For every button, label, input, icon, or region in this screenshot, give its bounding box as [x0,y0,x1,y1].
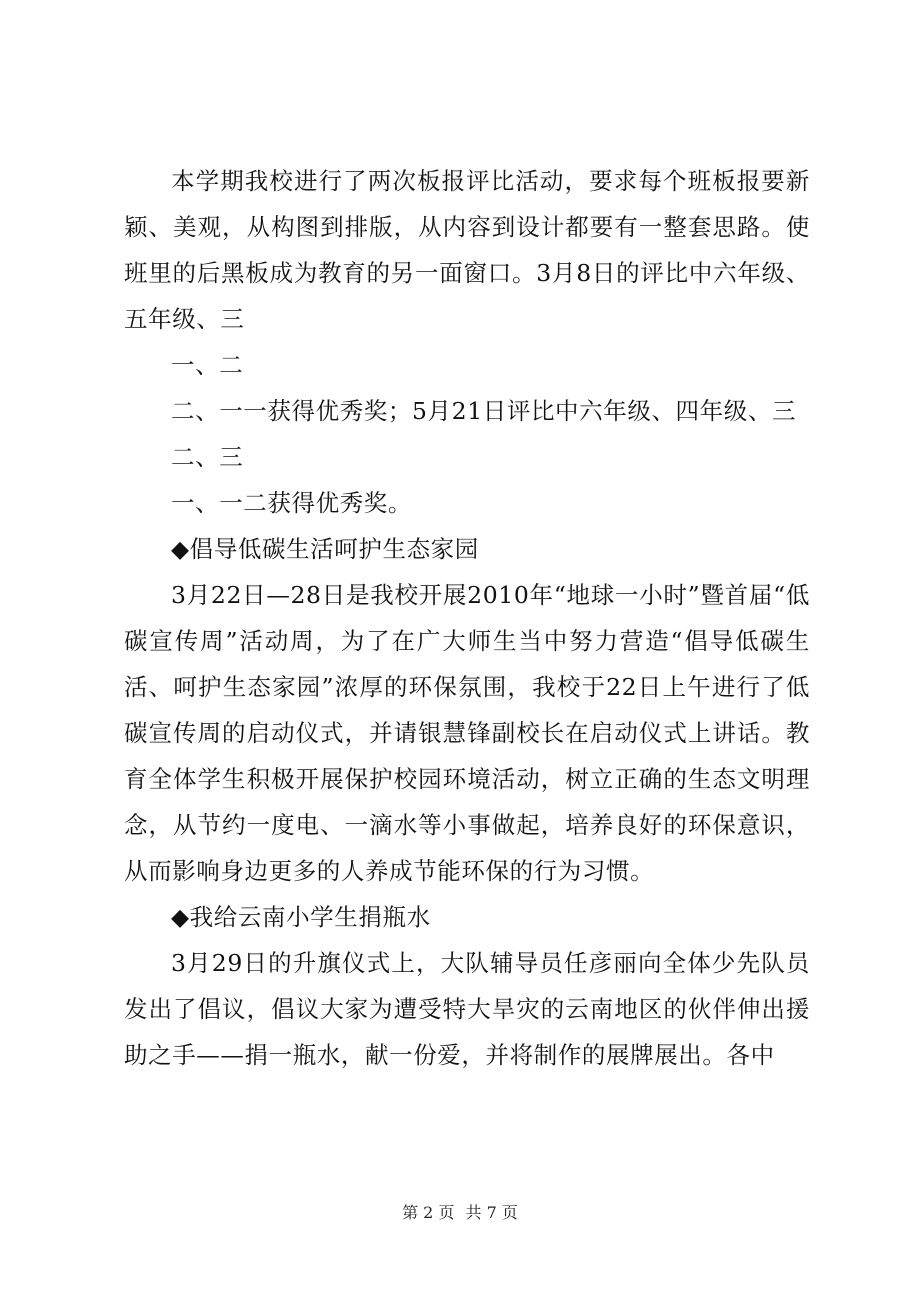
document-body [124,158,810,1078]
section-heading-low-carbon: ◆倡导低碳生活呵护生态家园 [171,535,479,563]
page-footer [0,1203,920,1223]
paragraph-fragment-3: 二、三 [171,443,244,471]
paragraph-fragment-4: 一、一二获得优秀奖。 [171,489,412,517]
paragraph-board-contest: 本学期我校进行了两次板报评比活动，要求每个班板报要新颖、美观，从构图到排版，从内容到设计都要有一整套思路。使班里的后黑板成为教育的另一面窗口。3月8日的评比中六年级、五年级、三 [124,167,810,333]
section-heading-water-donation: ◆我给云南小学生捐瓶水 [171,903,431,931]
paragraph-water-donation: 3月29日的升旗仪式上，大队辅导员任彦丽向全体少先队员发出了倡议，倡议大家为遭受特大旱灾的云南地区的伙伴伸出援助之手——捐一瓶水，献一份爱，并将制作的展牌展出。各中 [124,949,810,1069]
page-total: 共 7 页 [465,1203,518,1222]
paragraph-fragment-1: 一、二 [171,351,244,379]
paragraph-fragment-2: 二、一一获得优秀奖；5月21日评比中六年级、四年级、三 [171,397,797,425]
page-number: 第 2 页 [402,1203,455,1222]
paragraph-low-carbon-week: 3月22日—28日是我校开展2010年“地球一小时”暨首届“低碳宣传周”活动周，为了在广大师生当中努力营造“倡导低碳生活、呵护生态家园”浓厚的环保氛围，我校于22日上午进行了低碳宣传周的启动仪式，并请银慧锋副校长在启动仪式上讲话。教育全体学生积极开展保护校园环境活动，树立正确的生态文明理念，从节约一度电、一滴水等小事做起，培养良好的环保意识，从而影响身边更多的人养成节能环保的行为习惯。 [124,581,810,885]
